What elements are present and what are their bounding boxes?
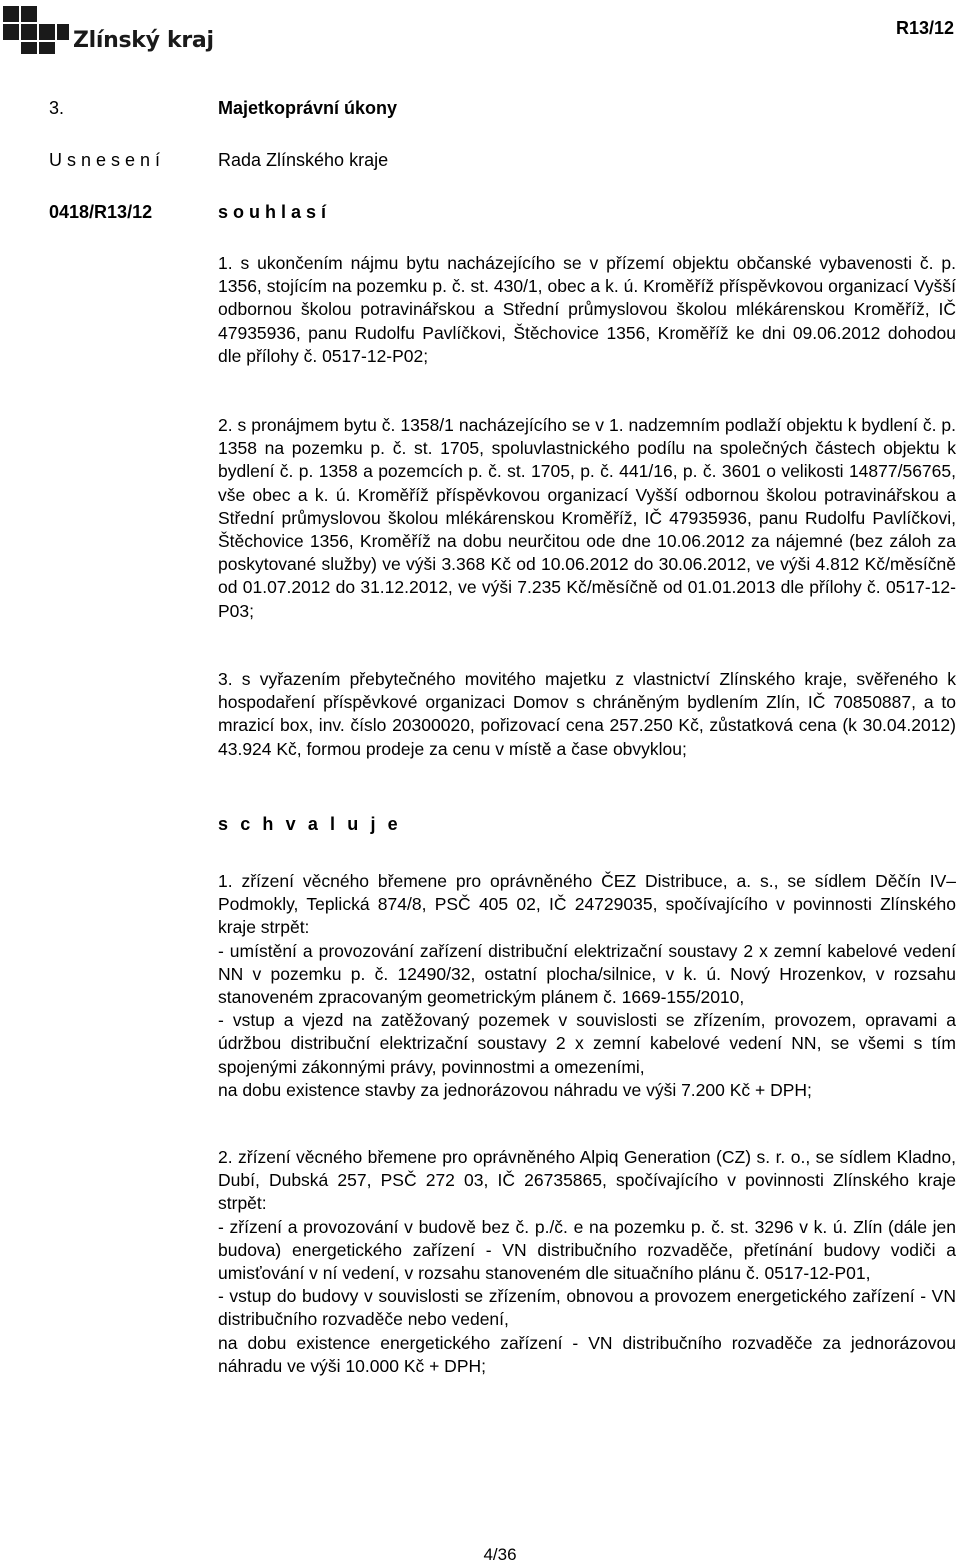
verb-souhlasi: s o u h l a s í bbox=[218, 202, 327, 222]
souhlasi-point-1 bbox=[218, 252, 956, 368]
paragraph: 2. s pronájmem bytu č. 1358/1 nacházejícího se v 1. nadzemním podlaží objektu k bydlení č. p. 1358 na pozemku p. č. st. 1705, spoluvlastnického podílu na společných částech objektu k bydlení č. p. 1358 a pozemcích p. č. st. 1705, p. č. 441/16, p. č. 3601 o velikosti 14877/56765, vše obec a k. ú. Kroměříž příspěvkovou organizací Vyšší odbornou školou potravinářskou a Střední průmyslovou školou mlékárenskou Kroměříž, IČ 47935936, panu Rudolfu Pavlíčkovi, Štěchovice 1356, Kroměříž na dobu neurčitou ode dne 10.06.2012 za nájemné (bez záloh za poskytované služby) ve výši 3.368 Kč od 10.06.2012 do 30.06.2012, ve výši 4.812 Kč/měsíčně od 01.07.2012 do 31.12.2012, ve výši 7.235 Kč/měsíčně od 01.01.2013 dle přílohy č. 0517-12-P03; bbox=[218, 415, 956, 621]
page-number: 4/36 bbox=[483, 1545, 517, 1564]
paragraph: 2. zřízení věcného břemene pro oprávněného Alpiq Generation (CZ) s. r. o., se sídlem Kladno, Dubí, Dubská 257, PSČ 272 03, IČ 26735865, spočívajícího v povinnosti Zlínského kraje strpět: bbox=[218, 1147, 956, 1214]
paragraph: - umístění a provozování zařízení distribuční elektrizační soustavy 2 x zemní kabelové vedení NN v pozemku p. č. 12490/32, ostatní plocha/silnice, v k. ú. Nový Hrozenkov, v rozsahu stanoveném zpracovaným geometrickým plánem č. 1669-155/2010, bbox=[218, 940, 956, 1008]
resolution-number: 0418/R13/12 bbox=[49, 202, 153, 222]
paragraph: 3. s vyřazením přebytečného movitého majetku z vlastnictví Zlínského kraje, svěřeného k hospodaření příspěvkové organizaci Domov s chráněným bydlením Zlín, IČ 70850887, a to mrazicí box, inv. číslo 20300020, pořizovací cena 257.250 Kč, zůstatková cena (k 30.04.2012) 43.924 Kč, formou prodeje za cenu v místě a čase obvyklou; bbox=[218, 669, 956, 759]
paragraph: - vstup do budovy v souvislosti se zřízením, obnovou a provozem energetického zařízení - VN distribučního rozvaděče nebo vedení, bbox=[218, 1286, 956, 1330]
paragraph: - vstup a vjezd na zatěžovaný pozemek v souvislosti se zřízením, provozem, opravami a údržbou distribuční elektrizační soustavy 2 x zemní kabelové vedení NN, se všemi s tím spojenými zákonnými právy, povinnostmi a omezeními, bbox=[218, 1010, 956, 1077]
souhlasi-point-3 bbox=[218, 668, 956, 761]
paragraph: na dobu existence stavby za jednorázovou náhradu ve výši 7.200 Kč + DPH; bbox=[218, 1079, 812, 1100]
resolution-label: U s n e s e n í bbox=[49, 150, 161, 170]
paragraph: 1. s ukončením nájmu bytu nacházejícího se v přízemí objektu občanské vybavenosti č. p. 1356, stojícím na pozemku p. č. st. 430/1, obec a k. ú. Kroměříž příspěvkovou organizací Vyšší odbornou školou potravinářskou a Střední průmyslovou školou mlékárenskou Kroměříž, IČ 47935936, panu Rudolfu Pavlíčkovi, Štěchovice 1356, Kroměříž ke dni 09.06.2012 dohodou dle přílohy č. 0517-12-P02; bbox=[218, 253, 956, 366]
item-title: Majetkoprávní úkony bbox=[218, 98, 398, 118]
logo-squares-icon bbox=[3, 6, 69, 54]
resolution-body: Rada Zlínského kraje bbox=[218, 150, 389, 170]
paragraph: 1. zřízení věcného břemene pro oprávněného ČEZ Distribuce, a. s., se sídlem Děčín IV–Podmokly, Teplická 874/8, PSČ 405 02, IČ 24729035, spočívajícího v povinnosti Zlínského kraje strpět: bbox=[218, 871, 956, 938]
schvaluje-point-2 bbox=[218, 1146, 956, 1378]
paragraph: - zřízení a provozování v budově bez č. p./č. e na pozemku p. č. st. 3296 v k. ú. Zlín (dále jen budova) energetického zařízení - VN distribučního rozvaděče, přetínání budovy vodiči a umisťování v ní vedení, v rozsahu stanoveném dle situačního plánu č. 0517-12-P01, bbox=[218, 1216, 956, 1284]
zlinsky-kraj-logo bbox=[3, 6, 214, 54]
paragraph: na dobu existence energetického zařízení - VN distribučního rozvaděče za jednorázovou náhradu ve výši 10.000 Kč + DPH; bbox=[218, 1332, 956, 1376]
logo-text: Zlínský kraj bbox=[73, 28, 214, 53]
souhlasi-point-2 bbox=[218, 414, 956, 623]
verb-schvaluje: s c h v a l u j e bbox=[218, 814, 402, 834]
document-code: R13/12 bbox=[895, 18, 954, 38]
schvaluje-point-1 bbox=[218, 870, 956, 1102]
item-number: 3. bbox=[49, 98, 65, 118]
